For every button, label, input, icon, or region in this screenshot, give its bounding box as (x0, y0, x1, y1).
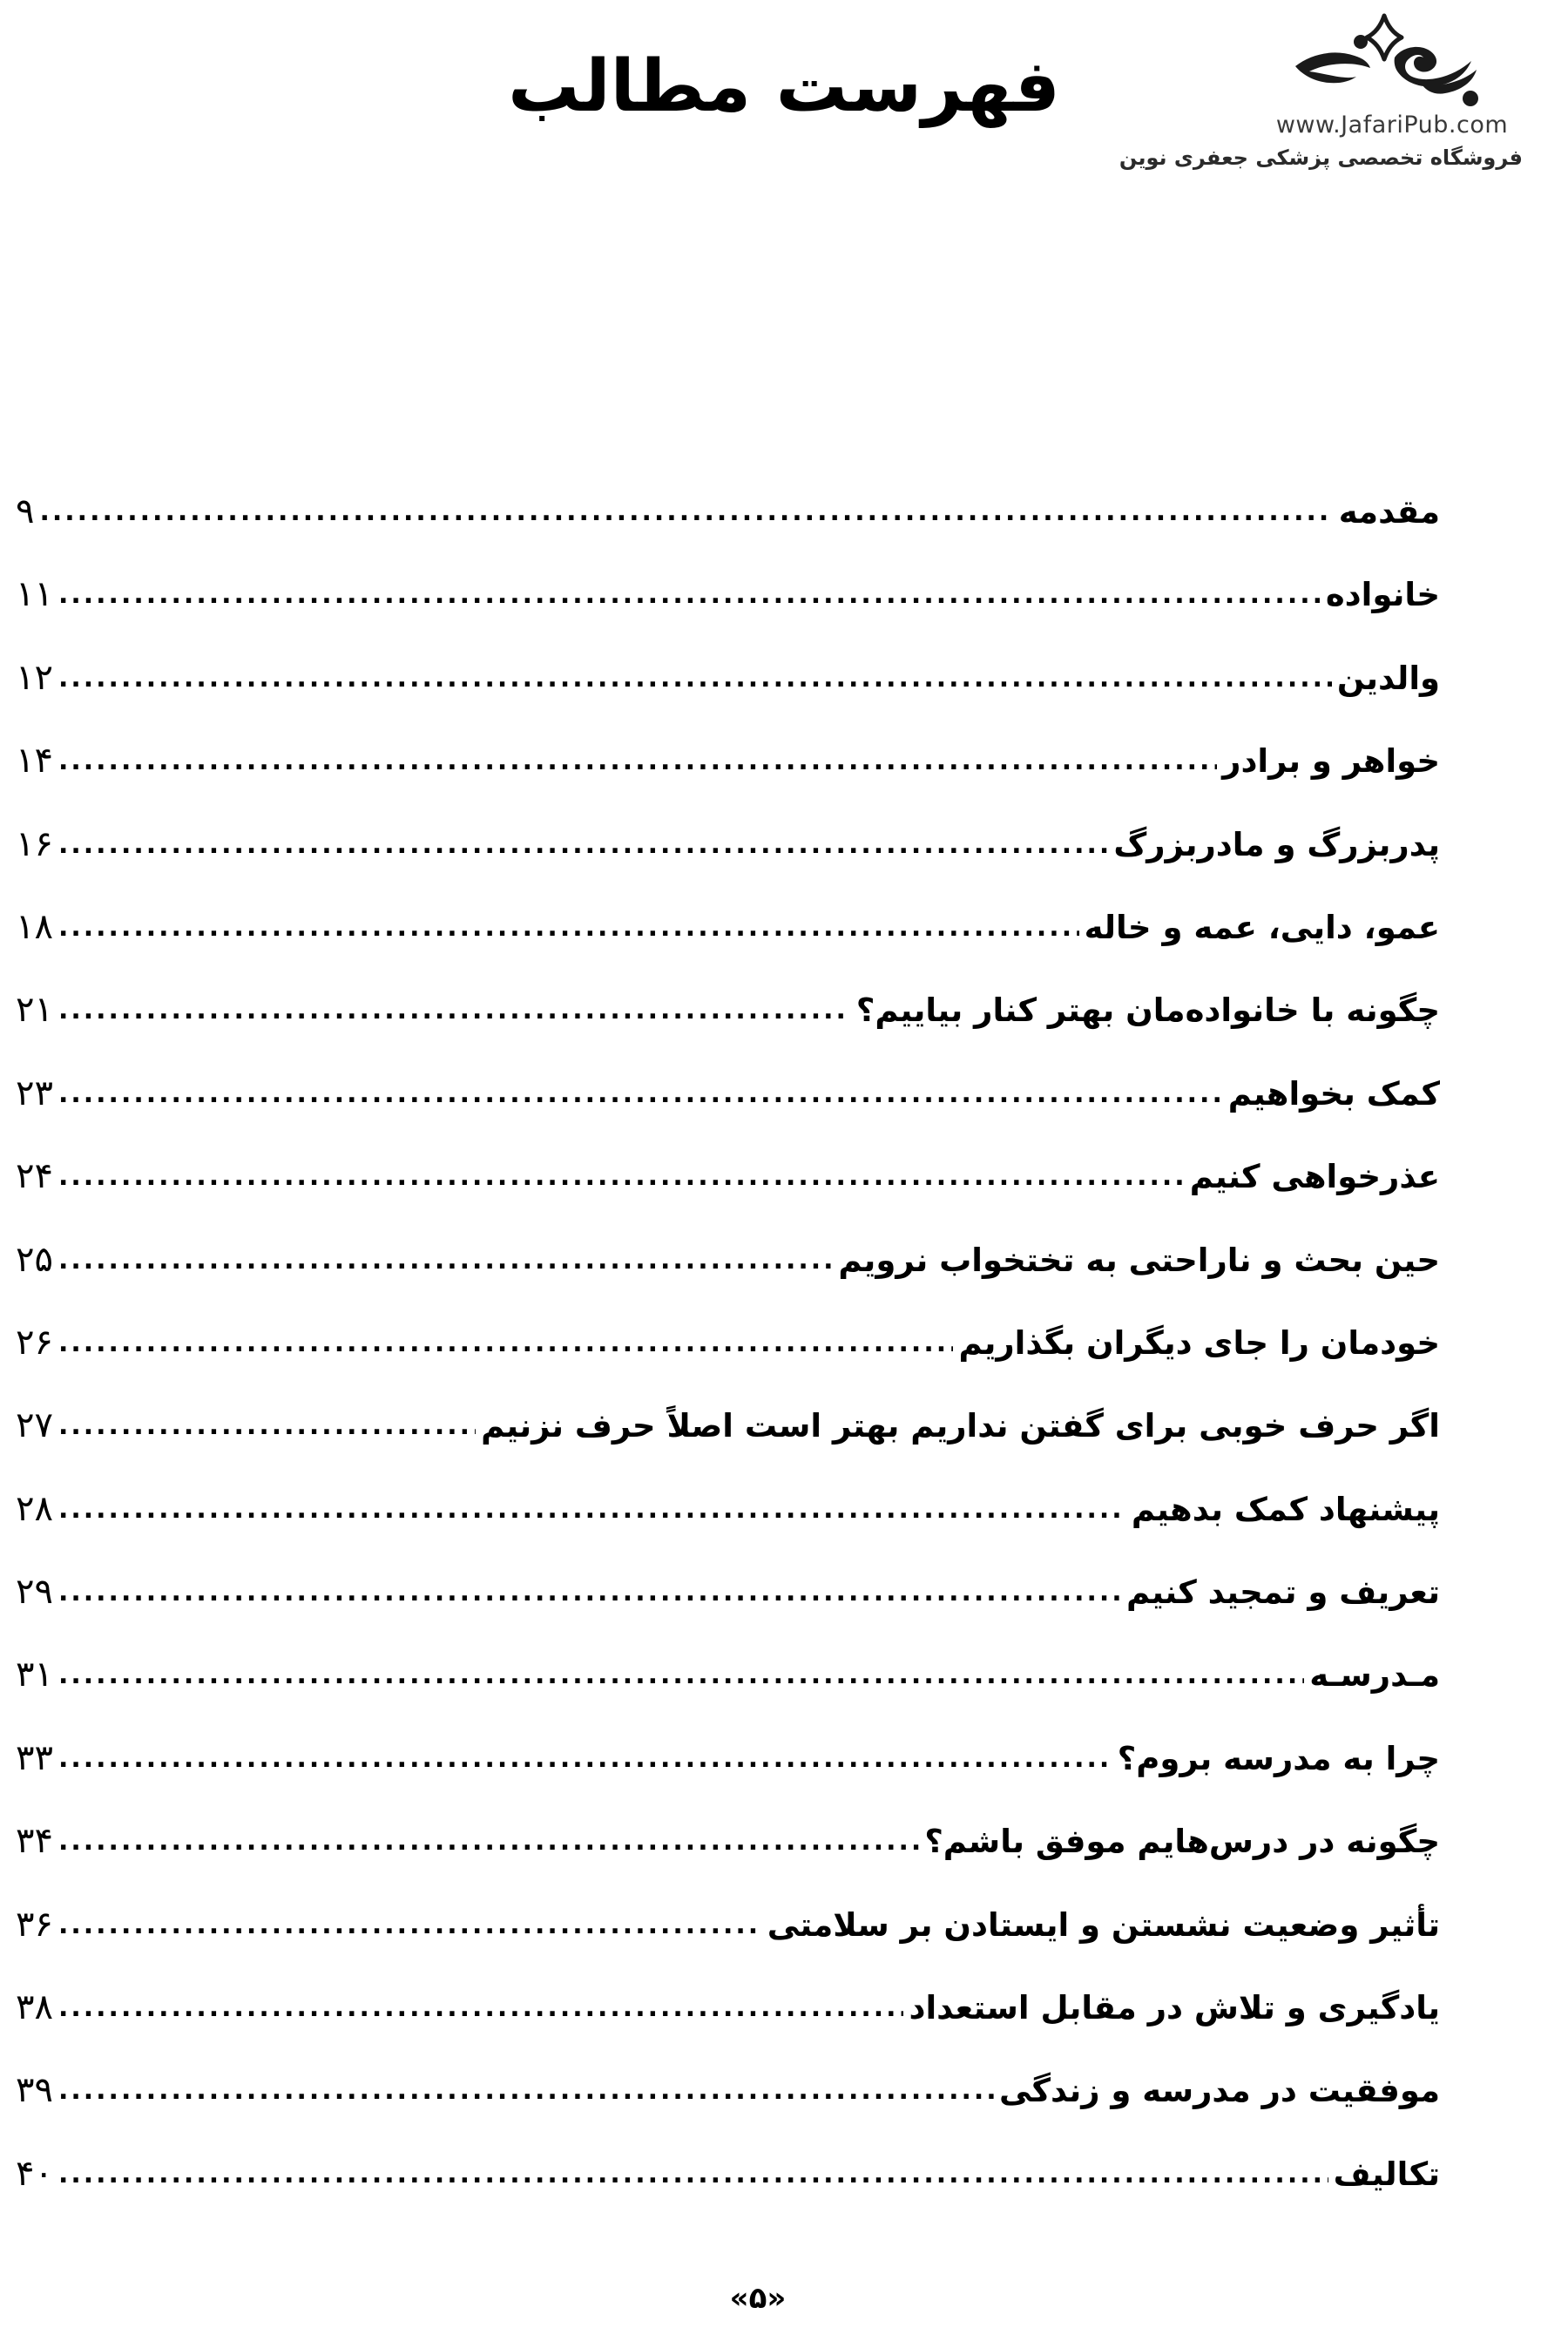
dot-leader (58, 2133, 1328, 2216)
toc-entry-title: عذرخواهی کنیم (1189, 1158, 1440, 1196)
dot-leader (58, 1302, 953, 1384)
toc-entry (16, 969, 1440, 1052)
toc-entry-page: ۲۶ (16, 1322, 53, 1363)
toc-entry-page: ۳۹ (16, 2070, 53, 2111)
toc-entry-title: حین بحث و ناراحتی به تختخواب نرویم (838, 1241, 1440, 1279)
dot-leader (58, 1384, 476, 1467)
dot-leader (58, 720, 1217, 802)
toc-entry-title: اگر حرف خوبی برای گفتن نداریم بهتر است اصلاً حرف نزنیم (481, 1407, 1440, 1445)
toc-entry-page: ۳۱ (16, 1654, 53, 1695)
toc-entry (16, 2049, 1440, 2132)
page-title: فهرست مطالب (508, 45, 1060, 128)
toc-entry-page: ۱۸ (16, 906, 53, 947)
toc-entry-page: ۹ (16, 491, 35, 531)
toc-entry (16, 1884, 1440, 1966)
toc-entry-page: ۲۷ (16, 1405, 53, 1446)
toc-entry-title: مـدرسـه (1309, 1656, 1440, 1695)
toc-entry-title: عمو، دایی، عمه و خاله (1084, 908, 1440, 946)
toc-entry-page: ۱۴ (16, 741, 53, 782)
toc-entry-title: تأثیر وضعیت نشستن و ایستادن بر سلامتی (767, 1905, 1440, 1944)
toc-entry (16, 1551, 1440, 1634)
toc-entry (16, 470, 1440, 553)
toc-entry (16, 803, 1440, 886)
toc-entry-title: یادگیری و تلاش در مقابل استعداد (909, 1989, 1440, 2027)
toc-entry-title: پیشنهاد کمک بدهیم (1131, 1490, 1440, 1528)
dot-leader (58, 1052, 1223, 1135)
dot-leader (58, 803, 1108, 886)
dot-leader (58, 2049, 994, 2132)
toc-entry-page: ۱۶ (16, 823, 53, 864)
toc-entry-title: کمک بخواهیم (1227, 1074, 1440, 1113)
toc-entry-page: ۲۳ (16, 1073, 53, 1113)
toc-entry-title: مقدمه (1338, 493, 1440, 531)
toc-entry (16, 553, 1440, 636)
toc-entry-title: خواهر و برادر (1222, 742, 1440, 781)
toc-entry (16, 1219, 1440, 1302)
toc-entry (16, 1302, 1440, 1384)
toc-entry-page: ۲۵ (16, 1239, 53, 1280)
toc-entry-page: ۲۴ (16, 1156, 53, 1197)
toc-entry (16, 886, 1440, 969)
dot-leader (58, 1634, 1304, 1716)
toc-entry (16, 1634, 1440, 1716)
dot-leader (58, 553, 1321, 636)
toc-entry-page: ۳۸ (16, 1987, 53, 2028)
toc-entry (16, 637, 1440, 720)
dot-leader (58, 637, 1332, 720)
toc-entry-page: ۲۱ (16, 990, 53, 1031)
toc-entry-page: ۲۸ (16, 1488, 53, 1529)
toc-entry-page: ۱۲ (16, 657, 53, 698)
dot-leader (58, 886, 1079, 969)
toc-entry-page: ۳۳ (16, 1737, 53, 1778)
dot-leader (58, 969, 851, 1052)
publisher-url: www.JafariPub.com (1275, 112, 1509, 139)
toc-entry-title: والدین (1336, 659, 1440, 697)
toc-entry (16, 2133, 1440, 2216)
jafaripub-logo-icon (1292, 12, 1492, 110)
toc-entry-title: موفقیت در مدرسه و زندگی (999, 2072, 1440, 2110)
toc-entry-title: خودمان را جای دیگران بگذاریم (958, 1323, 1440, 1362)
toc-entry-title: تکالیف (1333, 2155, 1440, 2193)
dot-leader (58, 1884, 762, 1966)
toc-entry-title: تعریف و تمجید کنیم (1126, 1573, 1440, 1612)
dot-leader (58, 1717, 1112, 1800)
toc-entry-title: پدربزرگ و مادربزرگ (1113, 825, 1440, 863)
publisher-tagline: فروشگاه تخصصی پزشکی جعفری نوین (1119, 145, 1523, 170)
publisher-logo (1119, 12, 1523, 170)
toc-entry (16, 1800, 1440, 1883)
dot-leader (39, 470, 1333, 553)
footer-page-number: «۵» (729, 2281, 787, 2316)
toc-entry-title: چرا به مدرسه بروم؟ (1117, 1739, 1440, 1777)
toc-entry-page: ۱۱ (16, 574, 53, 615)
toc-entry (16, 1966, 1440, 2049)
toc-entry (16, 1052, 1440, 1135)
toc-entry-page: ۳۶ (16, 1904, 53, 1945)
toc-entry-page: ۴۰ (16, 2153, 53, 2194)
toc-entry-title: چگونه در درس‌هایم موفق باشم؟ (924, 1823, 1440, 1861)
toc-entry (16, 720, 1440, 802)
dot-leader (58, 1551, 1121, 1634)
toc-entry-page: ۲۹ (16, 1572, 53, 1613)
dot-leader (58, 1966, 904, 2049)
toc-entry (16, 1468, 1440, 1551)
dot-leader (58, 1800, 919, 1883)
toc-entry (16, 1384, 1440, 1467)
toc-entry-title: چگونه با خانواده‌مان بهتر کنار بیاییم؟ (855, 991, 1440, 1030)
dot-leader (58, 1135, 1185, 1218)
toc-entry (16, 1135, 1440, 1218)
dot-leader (58, 1219, 833, 1302)
table-of-contents (16, 470, 1440, 2216)
toc-entry-page: ۳۴ (16, 1821, 53, 1862)
toc-entry (16, 1717, 1440, 1800)
dot-leader (58, 1468, 1126, 1551)
toc-entry-title: خانواده (1325, 576, 1440, 614)
